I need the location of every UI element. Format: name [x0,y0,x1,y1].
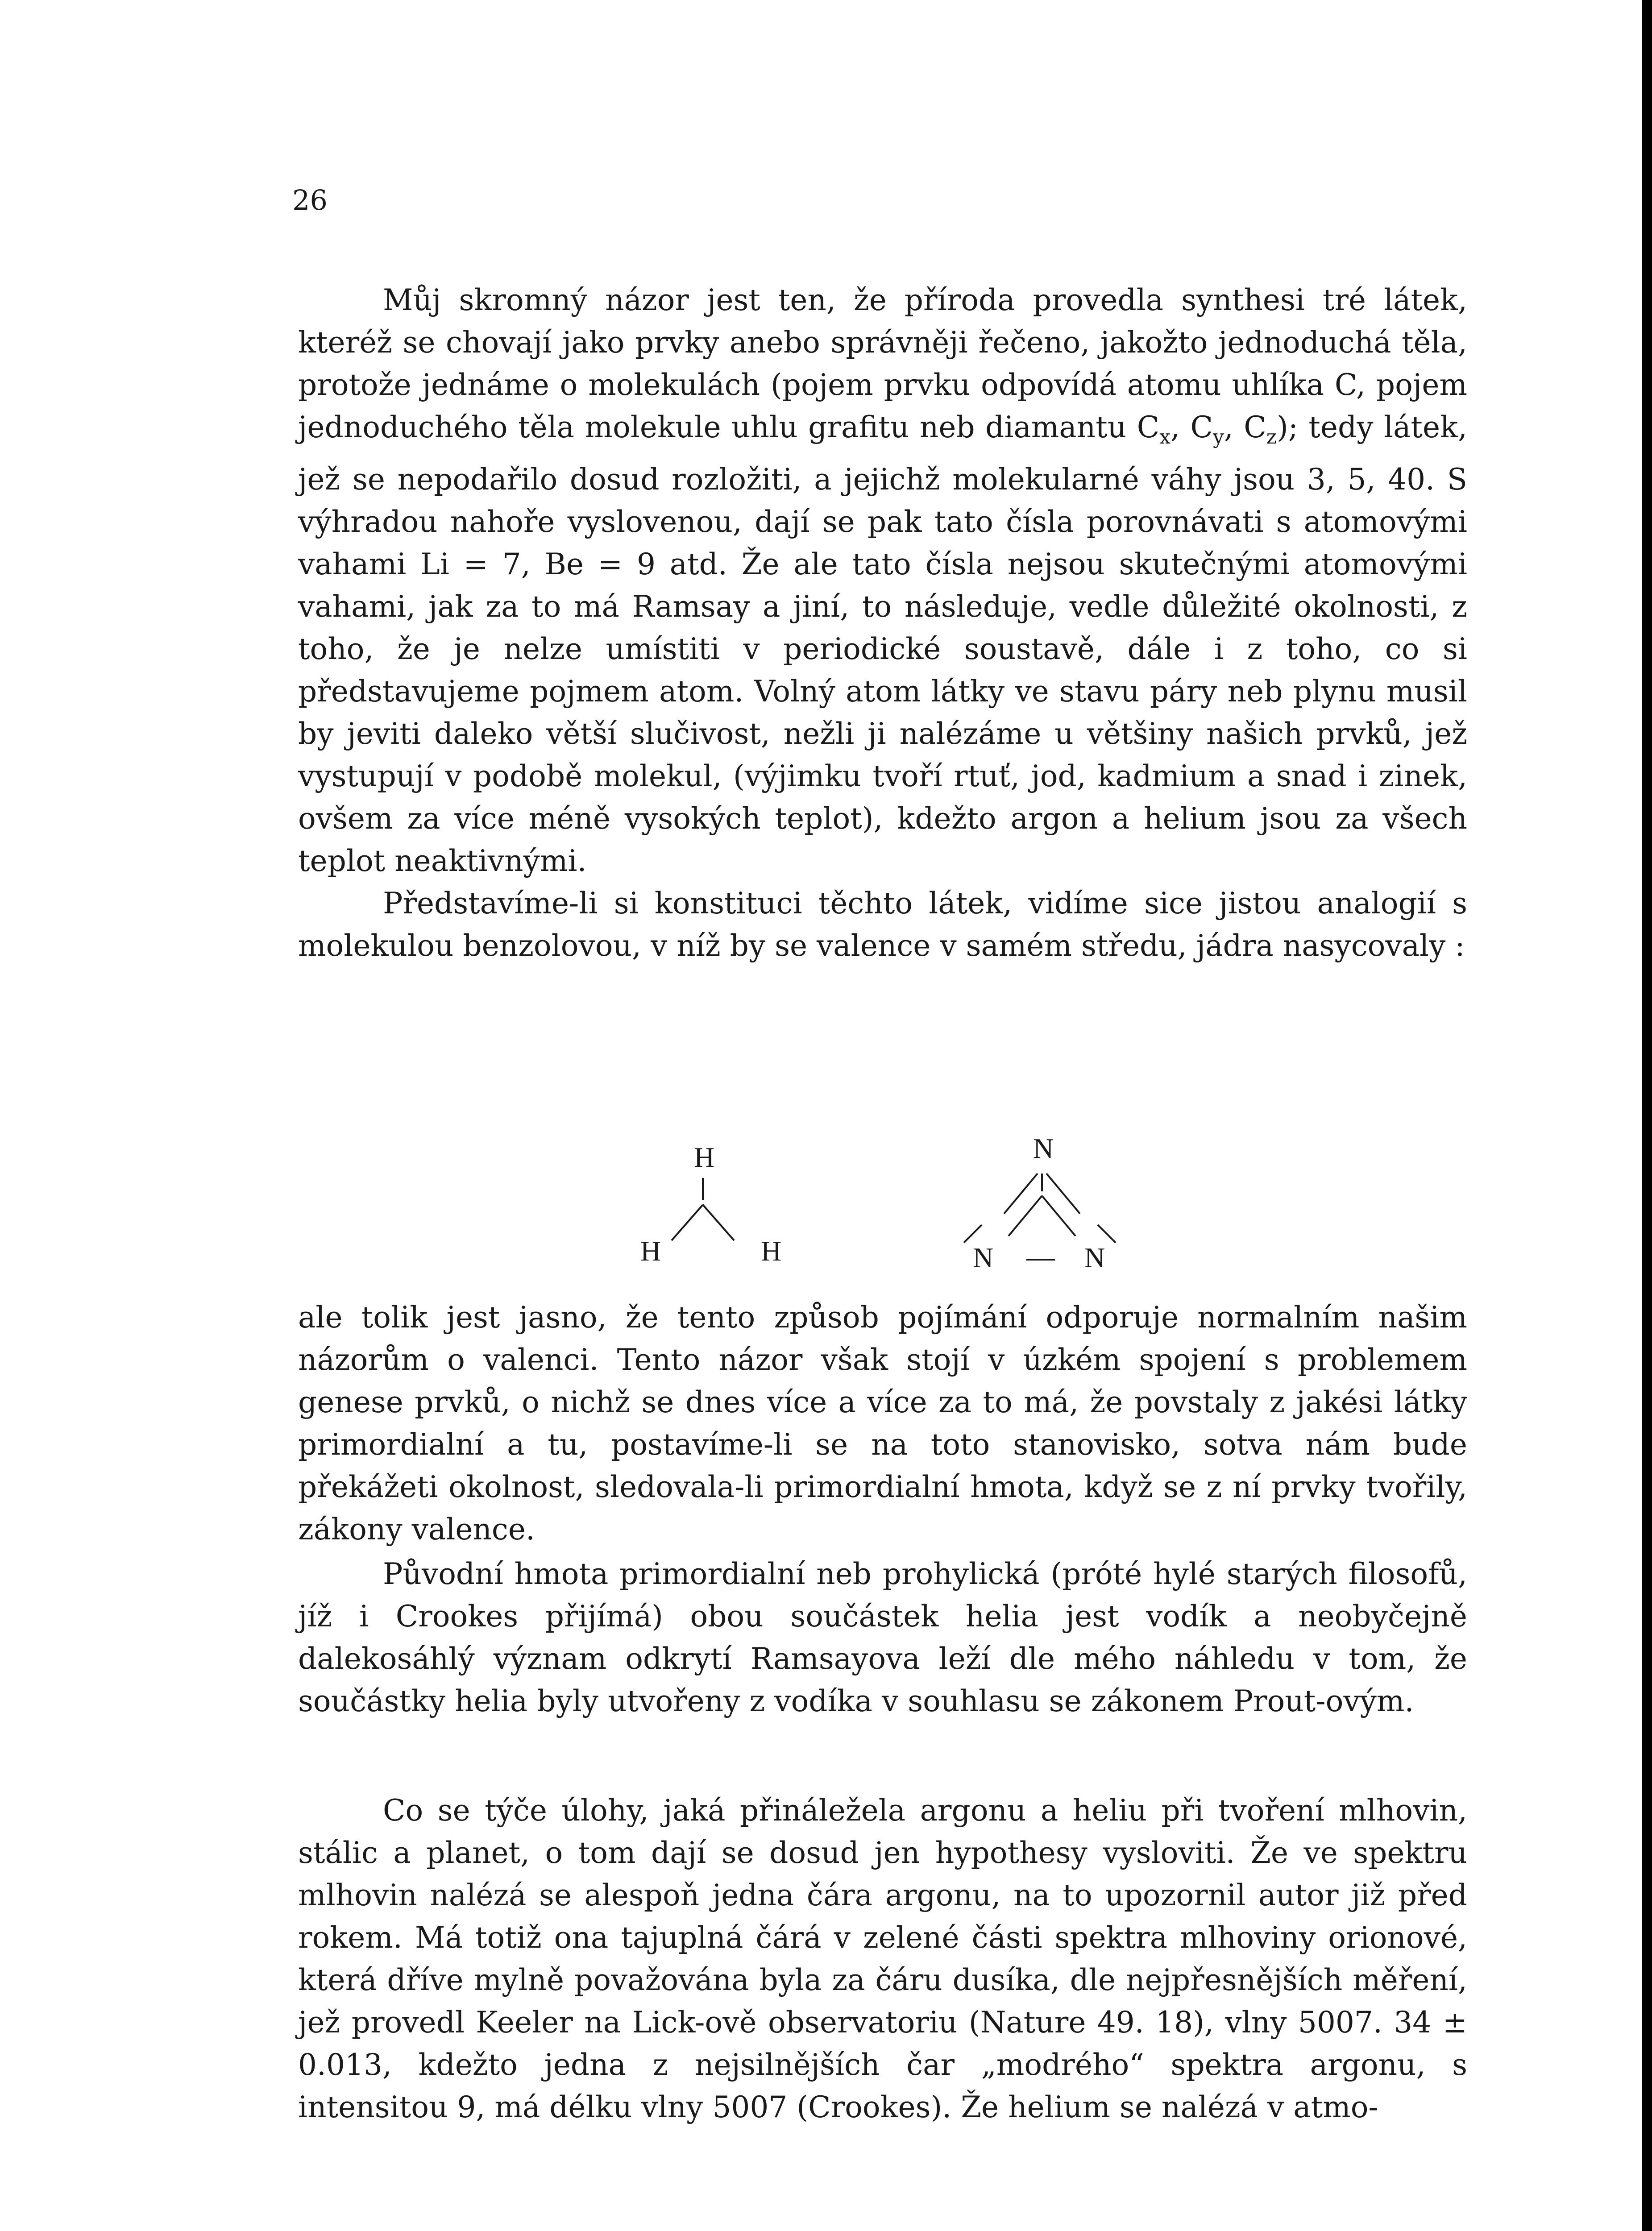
formula-h-top: H [694,1141,715,1173]
paragraph-1 [298,279,1467,882]
paragraph-5: Co se týče úlohy, jaká přináležela argonu a heliu při tvoření mlhovin, stálic a planet, o tom dají se dosud jen hypothesy vysloviti. Že ve spektru mlhovin nalézá se alespoň jedna čára argonu, na to upozornil autor již před rokem. Má totiž ona tajuplná čárá v zelené části spektra mlhoviny orionové, která dříve mylně považována byla za čáru dusíka, dle nejpřesnějších měření, jež provedl Keeler na Lick-ově observatoriu (Nature 49. 18), vlny 5007. 34 ± 0.013, kdežto jedna z nejsilnějších čar „modrého“ spektra argonu, s intensitou 9, má délku vlny 5007 (Crookes). Že helium se nalézá v atmo- [298,1793,1467,2124]
page-edge [1642,0,1652,2231]
closing-paren: ) [1276,410,1288,444]
bond-line [672,1205,703,1240]
formula-h-right: H [761,1235,782,1267]
text-block-3 [298,1553,1467,1722]
formula-h-left: H [640,1235,661,1267]
structural-formula [580,1124,1383,1285]
bond-line [1098,1225,1116,1243]
paragraph-4: Původní hmota primordialní neb prohylická (próté hylé starých filosofů, jíž i Crookes přijímá) obou součástek helia jest vodík a neobyčejně dalekosáhlý význam odkrytí Ramsayova leží dle mého náhledu v tom, že součástky helia byly utvořeny z vodíka v souhlasu se zákonem Prout-ovým. [298,1557,1467,1718]
paragraph-1-continuation: ; tedy látek, jež se nepodařilo dosud rozložiti, a jejichž molekularné váhy jsou 3, 5, 40. S výhradou nahoře vyslovenou, dají se pak tato čísla porovnávati s atomovými vahami Li = 7, Be = 9 atd. Že ale tato čísla nejsou skutečnými atomovými vahami, jak za to má Ramsay a jiní, to následuje, vedle důležité okolnosti, z toho, že je nelze umístiti v periodické soustavě, dále i z toho, co si představujeme pojmem atom. Volný atom látky ve stavu páry neb plynu musil by jeviti daleko větší slučivost, nežli ji nalézáme u většiny našich prvků, jež vystupují v podobě molekul, (výjimku tvoří rtuť, jod, kadmium a snad i zinek, ovšem za více méně vysokých teplot), kdežto argon a helium jsou za všech teplot neaktivnými. [298,410,1467,879]
subscript-x: x [1159,426,1171,449]
separator: , C [1171,410,1213,444]
formula-n-left: N [973,1242,994,1273]
paragraph-2: Představíme-li si konstituci těchto látek, vidíme sice jistou analogií s molekulou benzolovou, v níž by se valence v samém středu, jádra nasycovaly : [298,886,1467,963]
paragraph-1-text: Můj skromný názor jest ten, že příroda provedla synthesi tré látek, kteréž se chovají jako prvky anebo správněji řečeno, jakožto jednoduchá těla, protože jednáme o molekulách (pojem prvku odpovídá atomu uhlíka C, pojem jednoduchého těla molekule uhlu grafitu neb diamantu C [298,283,1467,444]
text-block-2 [298,1296,1467,1551]
text-block-4 [298,1789,1467,2128]
bond-line [964,1225,982,1243]
subscript-z: z [1266,426,1277,449]
formula-dash: — [1026,1241,1055,1273]
bond-line [703,1205,734,1240]
formula-n-top: N [1033,1132,1054,1164]
subscript-y: y [1212,426,1224,449]
paragraph-3: ale tolik jest jasno, že tento způsob pojímání odporuje normalním našim názorům o valenci. Tento názor však stojí v úzkém spojení s problemem genese prvků, o nichž se dnes více a více za to má, že povstaly z jakési látky primordialní a tu, postavíme-li se na toto stanovisko, sotva nám bude překážeti okolnost, sledovala-li primordialní hmota, když se z ní prvky tvořily, zákony valence. [298,1300,1467,1547]
formula-n-right: N [1084,1242,1105,1273]
text-block-1 [298,279,1467,967]
separator: , C [1224,410,1266,444]
page-number: 26 [292,184,328,216]
